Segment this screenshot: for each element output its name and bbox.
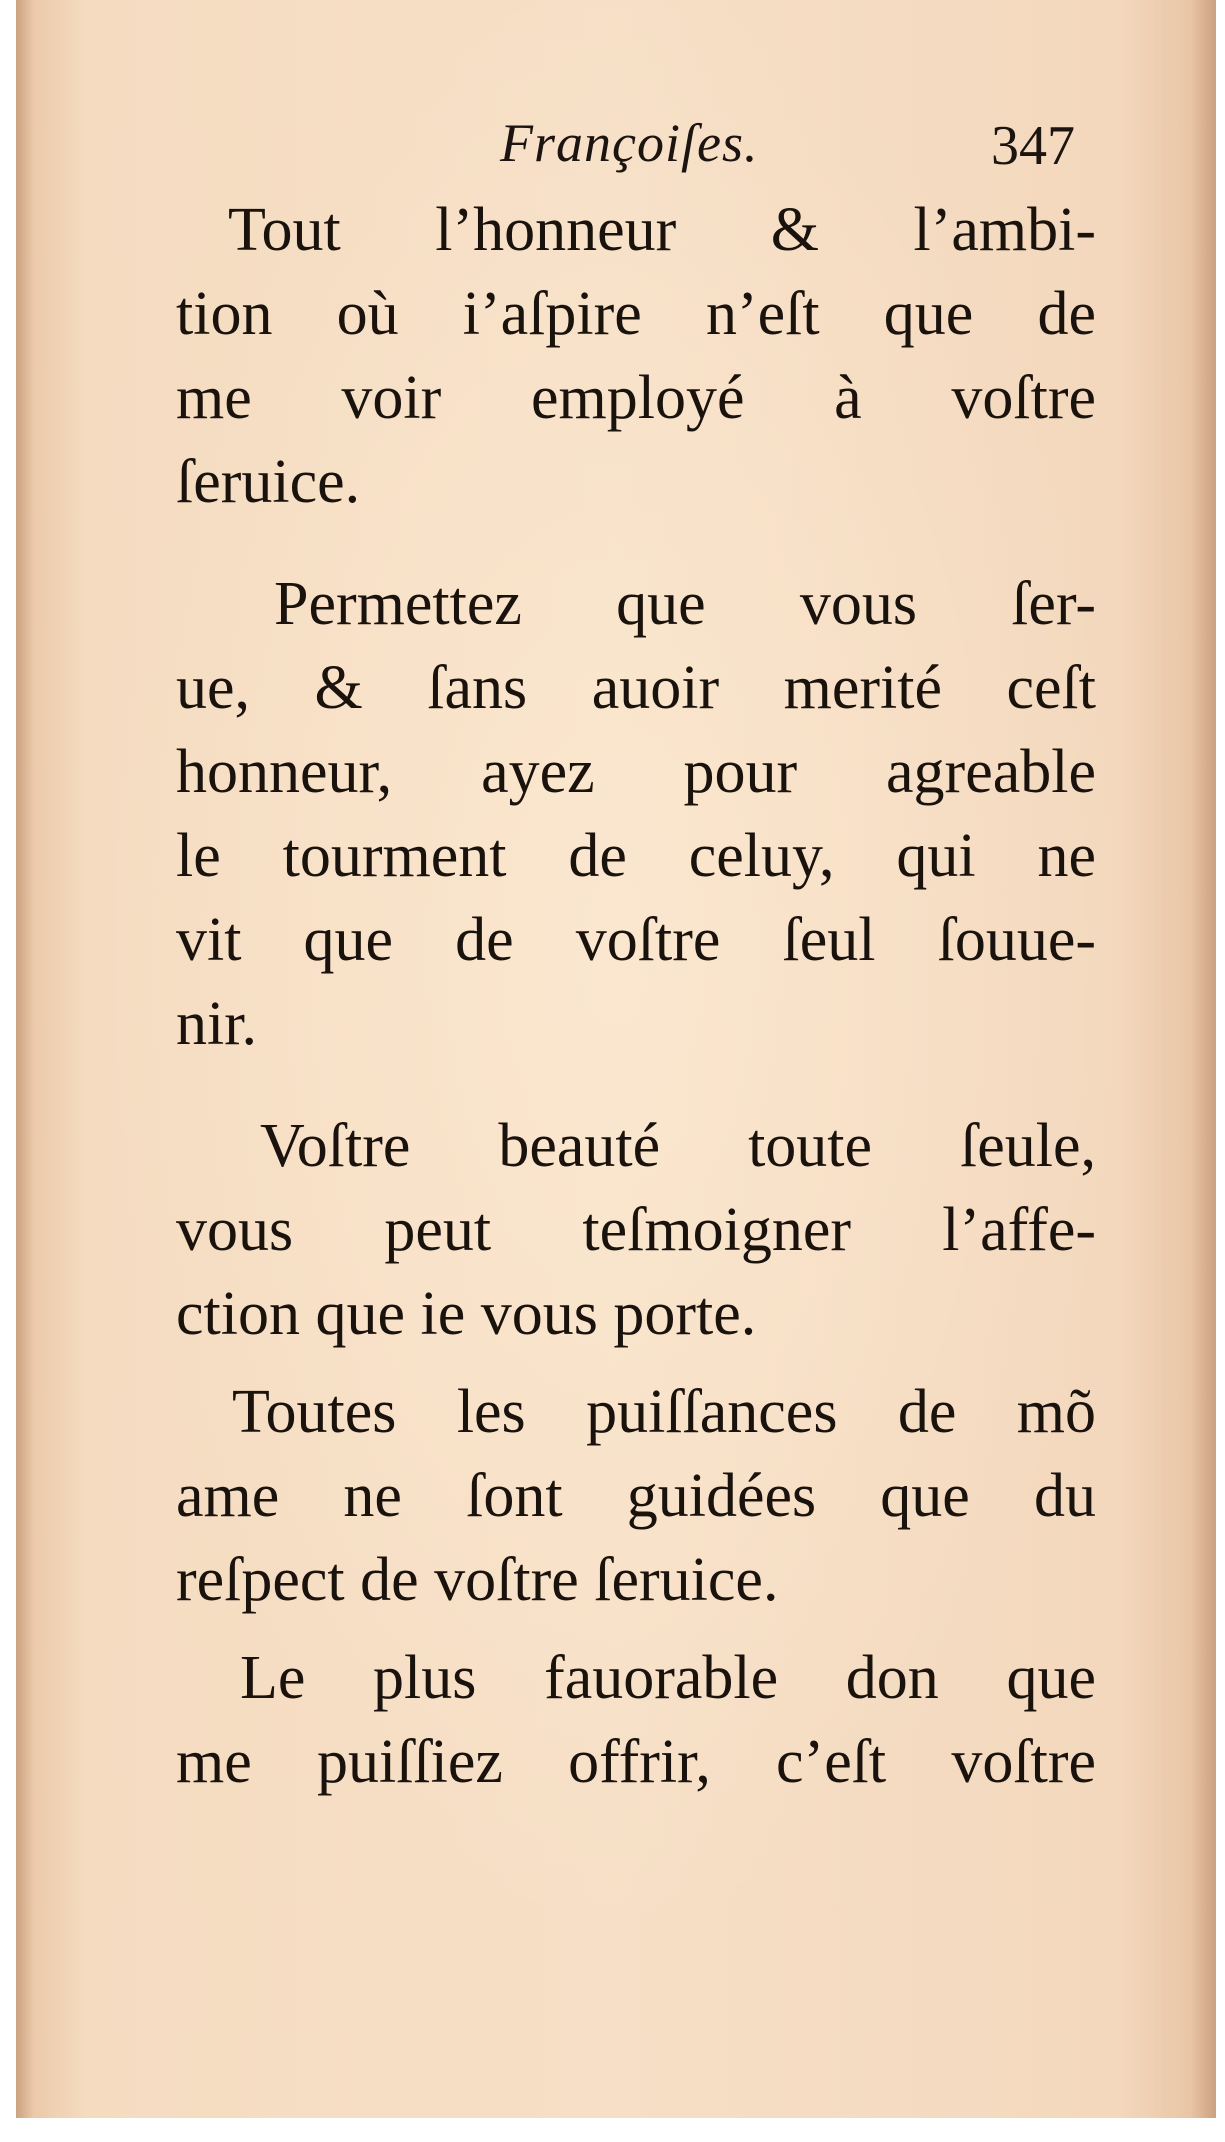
paragraph-3 (176, 1104, 1096, 1356)
paragraph-gap (176, 1622, 1096, 1636)
text-line: tion où i’aſpire n’eſt que de (176, 280, 1096, 348)
text-line: ſeruice. (176, 448, 361, 516)
text-line: Voſtre beauté toute ſeule, (260, 1112, 1096, 1180)
text-line: vit que de voſtre ſeul ſouue- (176, 906, 1096, 974)
text-line: Permettez que vous ſer- (274, 570, 1096, 638)
body-text (176, 188, 1096, 1804)
paragraph-5 (176, 1636, 1096, 1804)
text-line: ction que ie vous porte. (176, 1280, 757, 1348)
text-line: me puiſſiez offrir, c’eſt voſtre (176, 1728, 1096, 1796)
paragraph-gap (176, 1356, 1096, 1370)
text-line: Toutes les puiſſances de mõ (232, 1378, 1096, 1446)
book-page (16, 0, 1216, 2118)
text-line: Tout l’honneur & l’ambi- (228, 196, 1096, 264)
paragraph-1 (176, 188, 1096, 524)
text-line: Le plus fauorable don que (240, 1644, 1096, 1712)
text-line: ue, & ſans auoir merité ceſt (176, 654, 1096, 722)
paragraph-4 (176, 1370, 1096, 1622)
text-line: ame ne ſont guidées que du (176, 1462, 1096, 1530)
page-header (16, 112, 1216, 192)
text-line: reſpect de voſtre ſeruice. (176, 1546, 779, 1614)
running-title: Françoiſes. (500, 113, 759, 173)
paragraph-gap (176, 1066, 1096, 1104)
paragraph-gap (176, 524, 1096, 562)
text-line: vous peut teſmoigner l’affe- (176, 1196, 1096, 1264)
text-line: le tourment de celuy, qui ne (176, 822, 1096, 890)
paragraph-2 (176, 562, 1096, 1066)
text-line: honneur, ayez pour agreable (176, 738, 1096, 806)
page-number: 347 (991, 115, 1075, 177)
text-line: me voir employé à voſtre (176, 364, 1096, 432)
text-line: nir. (176, 990, 257, 1058)
